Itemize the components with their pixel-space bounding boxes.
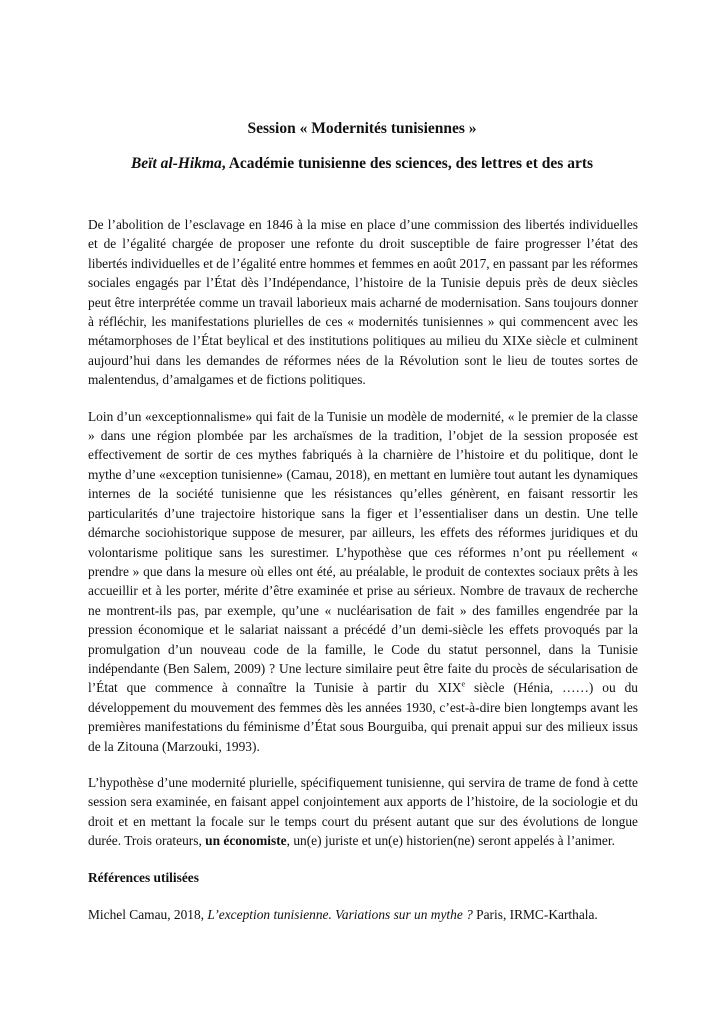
- academy-title: [0, 155, 724, 173]
- paragraph-3-part-b: , un(e) juriste et un(e) historien(ne) seront appelés à l’animer.: [286, 833, 615, 849]
- paragraph-1: De l’abolition de l’esclavage en 1846 à la mise en place d’une commission des libertés individuelles et de l’égalité chargée de proposer une refonte du droit susceptible de faire progresser l’état des libertés individuelles et de l’égalité entre hommes et femmes en août 2017, en passant par les réformes sociales engagés par l’État dès l’Indépendance, l’histoire de la Tunisie depuis près de deux siècles peut être interprétée comme un travail laborieux mais acharné de modernisation. Sans toujours donner à réfléchir, les manifestations plurielles de ces « modernités tunisiennes » qui commencent avec les métamorphoses de l’État beylical et des institutions politiques au milieu du XIXe siècle et culminent aujourd’hui dans les demandes de réformes nées de la Révolution sont le lieu de toutes sortes de malentendus, d’amalgames et de fictions politiques.: [88, 217, 638, 388]
- paragraph-2-part-a: Loin d’un «exceptionnalisme» qui fait de la Tunisie un modèle de modernité, « le premier de la classe » dans une région plombée par les archaïsmes de la tradition, l’objet de la session proposée est effectivement de sortir de ces mythes fabriqués à la charnière de l’histoire et du politique, dont le mythe d’une «exception tunisienne» (Camau, 2018), en mettant en lumière tout autant les dynamiques internes de la société tunisienne que les résistances qu’elles génèrent, en faisant ressortir les particularités d’une trajectoire historique sans la figer et l’essentialiser dans un destin. Une telle démarche sociohistorique suppose de mesurer, par ailleurs, les effets des réformes juridiques et du volontarisme politique sans les surestimer. L’hypothèse que ces réformes n’ont pu réellement « prendre » que dans la mesure où elles ont été, au préalable, le produit de contextes sociaux prêts à les accueillir et à les porter, mérite d’être examinée et prise au sérieux. Nombre de travaux de recherche ne montrent-ils pas, par exemple, qu’une « nucléarisation de fait » des familles engendrée par la pression économique et le salariat naissant a précédé d’un demi-siècle les effets provoqués par la promulgation d’un nouveau code de la famille, le Code du statut personnel, dans la Tunisie indépendante (Ben Salem, 2009) ? Une lecture similaire peut être faite du procès de sécularisation de l’État que commence à connaître la Tunisie à partir du XIX: [88, 408, 638, 696]
- reference-title: L’exception tunisienne. Variations sur un mythe ?: [207, 907, 473, 922]
- academy-name-italic: Beït al-Hikma: [130, 155, 222, 172]
- document-body: [88, 215, 638, 941]
- references-heading: Références utilisées: [88, 869, 199, 885]
- paragraph-3-part-a: L’hypothèse d’une modernité plurielle, spécifiquement tunisienne, qui servira de trame de fond à cette session sera examinée, en faisant appel conjointement aux apports de l’histoire, de la sociologie et du droit et en mettant la focale sur le temps court du présent autant que sur des évolutions de longue durée. Trois orateurs,: [88, 774, 638, 849]
- superscript-e: e: [461, 679, 466, 689]
- paragraph-2-part-b: siècle (Hénia, ……) ou du développement du mouvement des femmes dès les années 1930, c’est-à-dire bien longtemps avant les premières manifestations du féminisme d’État sous Bourguiba, qui prenait appui sur des milieux issus de la Zitouna (Marzouki, 1993).: [88, 680, 638, 754]
- academy-name-rest: , Académie tunisienne des sciences, des lettres et des arts: [221, 155, 594, 172]
- reference-item: [88, 905, 638, 924]
- paragraph-3: [88, 773, 638, 851]
- paragraph-3-bold: un économiste: [205, 833, 287, 849]
- reference-publisher: Paris, IRMC-Karthala.: [472, 907, 598, 922]
- reference-author: Michel Camau, 2018,: [88, 907, 208, 922]
- paragraph-2: [88, 407, 638, 756]
- session-title: Session « Modernités tunisiennes »: [247, 120, 477, 137]
